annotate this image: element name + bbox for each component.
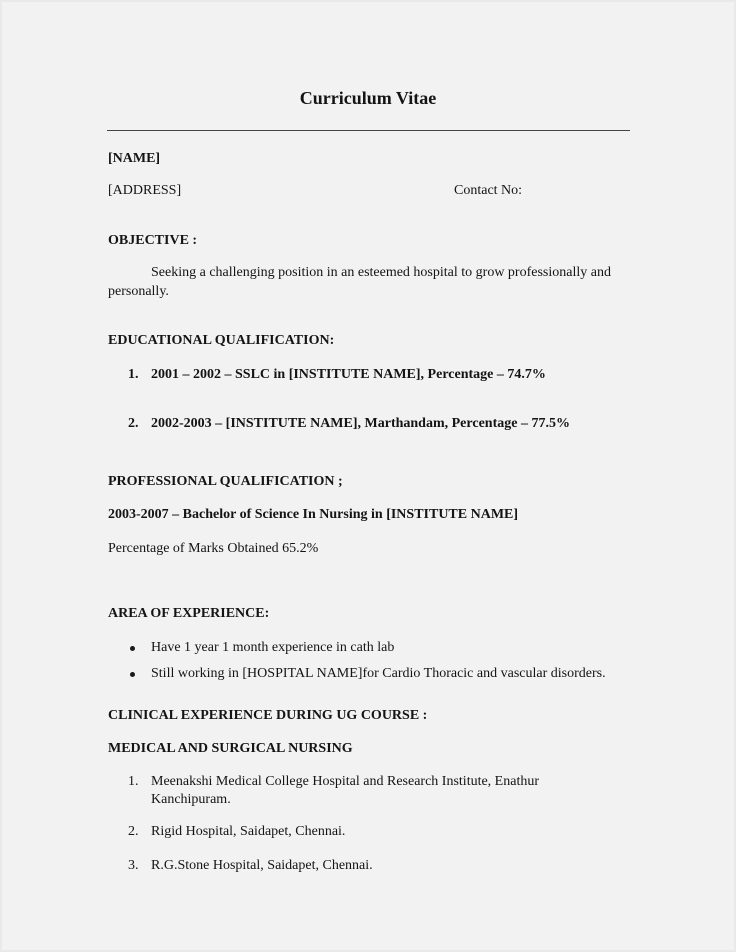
- education-item-2: 2002-2003 – [INSTITUTE NAME], Marthandam, Percentage – 77.5%: [151, 416, 570, 431]
- education-item-2-number: 2.: [128, 416, 139, 431]
- address-field: [ADDRESS]: [108, 183, 182, 198]
- objective-line-2: personally.: [108, 284, 169, 299]
- clinical-item-1-line-1: Meenakshi Medical College Hospital and Research Institute, Enathur: [151, 774, 540, 789]
- bullet-icon: [130, 646, 135, 651]
- experience-item-2: Still working in [HOSPITAL NAME]for Cardio Thoracic and vascular disorders.: [151, 666, 606, 681]
- clinical-heading: CLINICAL EXPERIENCE DURING UG COURSE :: [108, 708, 428, 723]
- clinical-item-3: R.G.Stone Hospital, Saidapet, Chennai.: [151, 858, 373, 873]
- experience-item-1: Have 1 year 1 month experience in cath lab: [151, 640, 395, 655]
- professional-degree: 2003-2007 – Bachelor of Science In Nursing in [INSTITUTE NAME]: [108, 507, 519, 522]
- experience-heading: AREA OF EXPERIENCE:: [108, 606, 270, 621]
- education-heading: EDUCATIONAL QUALIFICATION:: [108, 333, 335, 348]
- clinical-item-1-line-2: Kanchipuram.: [151, 792, 231, 807]
- objective-line-1: Seeking a challenging position in an esteemed hospital to grow professionally and: [151, 265, 611, 280]
- clinical-subheading: MEDICAL AND SURGICAL NURSING: [108, 741, 353, 756]
- clinical-item-3-number: 3.: [128, 858, 139, 873]
- objective-heading: OBJECTIVE :: [108, 233, 198, 248]
- education-item-1: 2001 – 2002 – SSLC in [INSTITUTE NAME], Percentage – 74.7%: [151, 367, 546, 382]
- name-field: [NAME]: [108, 151, 161, 166]
- document-title: Curriculum Vitae: [299, 88, 437, 108]
- title-divider: [107, 130, 630, 131]
- bullet-icon: [130, 672, 135, 677]
- clinical-item-2: Rigid Hospital, Saidapet, Chennai.: [151, 824, 346, 839]
- contact-field: Contact No:: [454, 183, 523, 198]
- education-item-1-number: 1.: [128, 367, 139, 382]
- professional-heading: PROFESSIONAL QUALIFICATION ;: [108, 474, 343, 489]
- professional-marks: Percentage of Marks Obtained 65.2%: [108, 541, 319, 556]
- clinical-item-2-number: 2.: [128, 824, 139, 839]
- clinical-item-1-number: 1.: [128, 774, 139, 789]
